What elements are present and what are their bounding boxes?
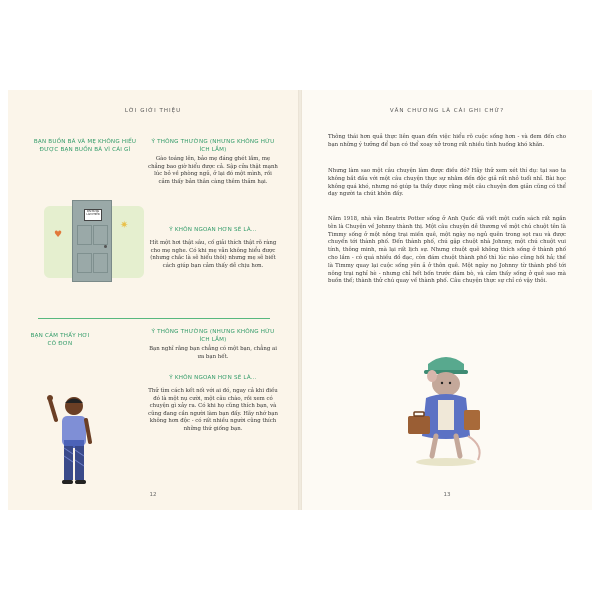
wise-text-1: Hít một hơi thật sâu, cố giải thích thật rõ ràng cho mẹ nghe. Có khi mẹ vẫn không hiểu được (nhưng chắc là sẽ hiểu thôi) nhưng mẹ sẽ biết cách giúp bạn cảm thấy dễ chịu hơn. <box>149 240 277 269</box>
door-panel <box>93 253 108 273</box>
door-panel <box>93 225 108 245</box>
door <box>72 200 112 282</box>
book-spread <box>0 90 600 510</box>
situation-sad: BẠN BUỒN BÃ VÀ MẸ KHÔNG HIỂU ĐƯỢC BẠN BUỒN BÃ VÌ CÁI GÌ <box>33 139 137 153</box>
left-page <box>8 90 298 510</box>
door-sign: XIN ĐỪNG LÀM PHIỀN <box>84 209 102 221</box>
right-running-head: VĂN CHƯƠNG LÀ CÁI GHI CHỨ? <box>389 108 505 114</box>
common-text-2: Bạn nghĩ rằng bạn chẳng có một bạn, chẳng ai ưa bạn hết. <box>149 346 277 360</box>
heart-icon: ♥ <box>54 230 63 240</box>
situation-lonely: BẠN CẢM THẤY HƠI CÔ ĐƠN <box>30 333 90 347</box>
wise-heading-2: Ý KHÔN NGOAN HƠN SẼ LÀ... <box>169 375 257 381</box>
door-panel <box>77 225 92 245</box>
star-icon: ✷ <box>120 220 129 231</box>
door-illustration <box>44 200 144 280</box>
wise-heading-1: Ý KHÔN NGOAN HƠN SẼ LÀ... <box>169 227 257 233</box>
paragraph-1: Thông thái hơn quả thực liên quan đến việc hiểu rõ cuộc sống hơn - và đem đến cho bạn những ý tưởng để bạn có thể xoay xở trong rất nhiều tình huống khó khăn. <box>328 134 566 148</box>
right-page-number: 13 <box>443 492 451 498</box>
left-page-number: 12 <box>149 492 157 498</box>
common-text-1: Gào toáng lên, bảo mẹ đáng ghét lắm, mẹ chẳng bao giờ hiểu được cả. Sập cửa thật mạnh lúc bỏ về phòng ngủ, ở lại đó một mình, rồi cảm thấy bản thân càng thêm thảm hại. <box>148 156 278 185</box>
common-heading-2: Ý THÔNG THƯỜNG (NHƯNG KHÔNG HỮU ÍCH LẮM) <box>151 329 275 343</box>
door-knob <box>104 245 107 248</box>
paragraph-3: Năm 1918, nhà văn Beatrix Potter sống ở Anh Quốc đã viết một cuốn sách rất ngắn tên là Chuyện về Johnny thành thị. Một câu chuyện dễ thương về một chú chuột tên là Timmy sống ở một nông trại miền quê, một ngày nọ ngủ quên trong sọt rau và được chuyển tới thành phố. Đến thành phố, chú gặp chuột nhà Johnny, một chú chuột vui tính, thông minh, mà lại rất lịch sự. Nhưng chuột quê không thích sống ở thành phố cho lắm - có quá nhiều đồ đạc, còn đám chuột thành phố thì lúc nào cũng hối hả; thế là Timmy quay lại cuộc sống yên ả ở thôn quê. Một ngày nọ Johnny từ thành phố tới nông trại nghỉ hè - nhưng chỉ hết bốn trước đám bò, và cảm thấy sống ở quê sao mà buồn thế; thành thử chú quay về thành phố. Câu chuyện thực sự chỉ có vậy thôi. <box>328 216 566 285</box>
mouse-with-suitcase-illustration <box>398 350 494 470</box>
right-page <box>302 90 592 510</box>
common-heading-1: Ý THÔNG THƯỜNG (NHƯNG KHÔNG HỮU ÍCH LẮM) <box>151 139 275 153</box>
boy-waving-illustration <box>44 390 104 490</box>
left-running-head: LỜI GIỚI THIỆU <box>124 108 182 114</box>
door-panel <box>77 253 92 273</box>
section-divider <box>38 318 270 319</box>
paragraph-2: Nhưng làm sao một câu chuyện làm được điều đó? Hãy thử xem xét thí dụ: tại sao ta không bắt đầu với một câu chuyện thực sự nhằm đến độc giả rất nhỏ tuổi nhỉ. Bài học không quá khó, nhưng nó giúp ta thấy được rằng một câu chuyện đơn giản cũng có thể dạy người ta chút khôn đấy. <box>328 168 566 198</box>
wise-text-2: Thử tìm cách kết nối với ai đó, ngay cả khi điều đó là một nụ cười, một câu chào, rồi xem có chuyện gì xảy ra. Có khi họ cũng thích bạn, và cũng đang cần người làm bạn đấy. Hãy nhớ bạn không hơn độc - có rất nhiều người cũng thích những thứ giống bạn. <box>148 388 278 432</box>
